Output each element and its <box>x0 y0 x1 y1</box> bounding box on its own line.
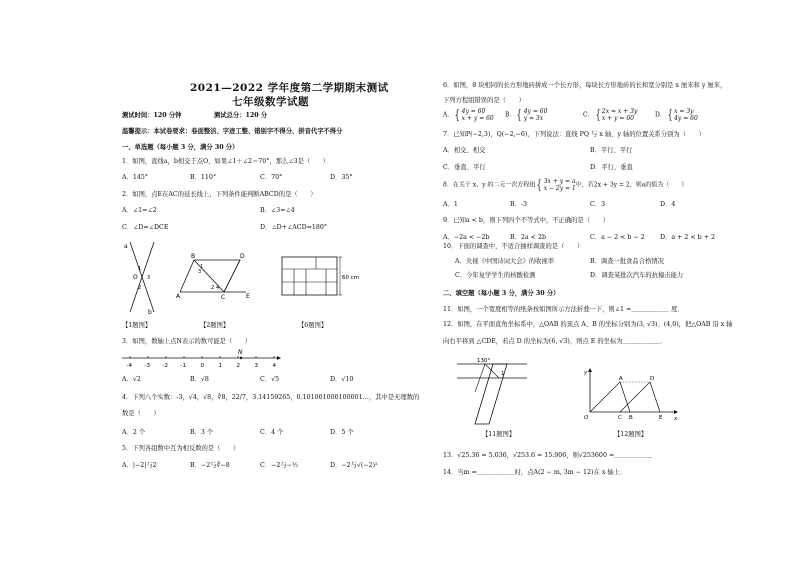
tick-label: 1 <box>218 363 222 369</box>
q8-option-a: A．1 <box>443 201 458 208</box>
q9-option-a: A．−2a < −2b <box>443 234 490 241</box>
q3-stem: 3．如图，数轴上点N表示的数可能是（ ） <box>122 338 252 345</box>
q5-option-a: A．|−2|与2 <box>122 462 157 469</box>
q12-stem: 12．如图，在平面直角坐标系中，△OAB 的顶点 A、B 的坐标分别为(3, √3)、(4,0)，把△OAB 沿 x 轴 <box>443 321 733 328</box>
tick-label: 3 <box>254 363 258 369</box>
q8-stem: 8．在关于 x、y 的二元一次方程组 { 3x + y = a x − 2y = 1中，若2x + 3y = 2，则a的值为（ ） <box>443 177 688 193</box>
q9-option-d: D．a + 2 < b + 2 <box>660 234 715 241</box>
q2-stem: 2．如图，点E在AC的延长线上，下列条件能判断ABCD的是（ ） <box>122 191 317 198</box>
q2-option-d: D．∠D+∠ACD=180° <box>260 224 328 231</box>
q8-option-d: D．4 <box>660 201 676 208</box>
label-y: y <box>584 370 588 376</box>
point-E: E <box>246 293 250 300</box>
q7-option-b: B．平行、平行 <box>590 147 633 154</box>
label-60cm: 60 cm <box>342 275 360 281</box>
point-D: D <box>240 253 245 260</box>
number-line <box>122 348 282 370</box>
q1-option-c: C．70° <box>260 174 283 181</box>
tick-label: -3 <box>144 363 150 369</box>
label-N: N <box>238 349 243 356</box>
label-angle-1: 1 <box>138 266 142 272</box>
q7-option-d: D．平行、垂直 <box>590 164 633 171</box>
q6-option-b: B． { 4y = 60 y = 3x <box>505 107 548 123</box>
label-angle-3: 3 <box>147 275 151 281</box>
q7-stem: 7．已知P(−2,3)，Q(−2,−6)，下列说法：直线 PQ 与 x 轴，y 轴的位置关系分别为（ ） <box>443 131 705 138</box>
test-score: 测试总分：120 分 <box>214 112 268 119</box>
q3-option-c: C．√5 <box>260 376 280 383</box>
q4-option-a: A．2 个 <box>122 429 146 436</box>
q10-option-b: B．调查一批食品合格情况 <box>590 258 664 265</box>
q1-option-b: B．110° <box>190 174 217 181</box>
q5-option-c: C．−2与−½ <box>260 462 299 469</box>
q10-option-c: C．今年复学学生的核酸检测 <box>455 272 536 279</box>
label-angle-2: 2 <box>138 285 142 291</box>
q5-option-b: B．−2与∛−8 <box>190 462 230 469</box>
q3-option-b: B．√8 <box>190 376 209 383</box>
section-1-heading: 一、单选题（每小题 3 分，满分 30 分） <box>122 144 239 151</box>
q9-stem: 9．已知a < b，则下列四个不等式中，不正确的是（ ） <box>443 217 609 224</box>
caption-fig2: 【2题图】 <box>200 322 230 329</box>
point-N <box>240 357 242 359</box>
q5-option-d: D．−2与√(−2)² <box>330 462 378 469</box>
figure-12 <box>584 368 679 420</box>
q6-stem: 6．如图，8 块相同的长方形地砖拼成一个长方形，每块长方形地砖的长和宽分别是 x 厘米和 y 厘米， <box>443 82 727 89</box>
label-O: O <box>133 274 138 281</box>
q3-option-a: A．√2 <box>122 376 141 383</box>
q1-option-a: A．145° <box>122 174 149 181</box>
q10-option-d: D．调查某批次汽车的抗撞击能力 <box>590 272 684 279</box>
q13-stem: 13．√25.36 = 5.036，√253.6 = 15.906，则√253600 =＿＿＿＿＿＿ <box>443 452 653 459</box>
label-B-fig12: B <box>629 415 633 421</box>
q12-stem-2: 向右平移到 △CDE，若点 D 的坐标为(6, √3)，则点 E 的坐标为＿＿＿＿＿＿． <box>443 338 667 345</box>
point-A: A <box>176 293 181 300</box>
test-time: 测试时间：120 分钟 <box>122 112 182 119</box>
tick-label: 0 <box>200 363 204 369</box>
label-E-fig12: E <box>659 415 663 421</box>
caption-fig12: 【12题图】 <box>614 431 648 438</box>
caption-fig1: 【1题图】 <box>122 322 152 329</box>
exam-subtitle: 七年级数学试题 <box>232 96 309 108</box>
exam-title: 2021—2022 学年度第二学期期末测试 <box>190 82 389 94</box>
q7-option-c: C．垂直、平行 <box>443 164 486 171</box>
q4-option-b: B．3 个 <box>190 429 214 436</box>
label-130: 130° <box>477 358 491 364</box>
label-x: x <box>674 416 678 422</box>
q8-option-c: C．3 <box>590 201 606 208</box>
tick-label: -4 <box>126 363 132 369</box>
figure-1 <box>122 240 162 315</box>
angle-3: 3 <box>198 269 202 275</box>
q5-stem: 5．下列各组数中互为相反数的是（ ） <box>122 445 240 452</box>
q2-option-a: A．∠1=∠2 <box>122 207 157 214</box>
q4-stem: 4．下列八个实数：-3，√4，√8，∛8，22/7，3.14159265，0.101001000100001…，其中是无理数的 <box>122 394 420 401</box>
q6-option-c: C． { 2x = x + 3y x + y = 60 <box>583 107 638 123</box>
q6-stem-2: 下列方程组错误的是（ ） <box>443 97 525 104</box>
label-angle-1-fig11: 1 <box>501 371 505 377</box>
point-B: B <box>191 253 196 260</box>
figure-11 <box>455 354 550 426</box>
caption-fig6: 【6题图】 <box>298 322 328 329</box>
section-2-heading: 二、填空题（每小题 3 分，满分 30 分） <box>443 290 560 297</box>
q1-option-d: D．35° <box>330 174 353 181</box>
q3-option-d: D．√10 <box>330 376 354 383</box>
point-C: C <box>221 294 226 301</box>
label-D-fig12: D <box>650 376 655 382</box>
label-b: b <box>148 309 152 316</box>
q14-stem: 14．当m =＿＿＿＿＿＿时，点A(2 − m, 3m − 12)在 x 轴上． <box>443 469 627 476</box>
angle-4: 4 <box>216 285 220 291</box>
tips: 温馨提示：本试卷要求：卷面整洁、字迹工整、错别字不得分、拼音代字不得分 <box>122 128 343 135</box>
q7-option-a: A．相交、相交 <box>443 147 486 154</box>
label-O-fig12: O <box>584 415 589 421</box>
angle-2: 2 <box>211 285 215 291</box>
q10-stem: 10．下面的调查中，不适合抽样调查的是（ ） <box>443 243 584 250</box>
q11-stem: 11．如图，一个宽度相等的纸条按如图所示方法折叠一下，则∠1 =＿＿＿＿＿＿ 度． <box>443 306 684 313</box>
q8-option-b: B．-3 <box>510 201 528 208</box>
q4-option-c: C．4 个 <box>260 429 284 436</box>
q2-option-b: B．∠3=∠4 <box>260 207 295 214</box>
q10-option-a: A．央视《中国诗词大会》的收视率 <box>455 258 555 265</box>
label-C-fig12: C <box>618 415 622 421</box>
q9-option-b: B．2a < 2b <box>510 234 547 241</box>
tick-label: 2 <box>236 363 240 369</box>
label-a: a <box>124 243 128 250</box>
q1-stem: 1．如图，直线a，b相交于点O，如果∠1＋∠2＝70°，那么∠3是（ ） <box>122 158 330 165</box>
q2-option-c: C．∠D=∠DCE <box>122 224 169 231</box>
tick-label: -2 <box>162 363 168 369</box>
angle-1: 1 <box>200 264 204 270</box>
figure-6 <box>280 255 360 297</box>
tick-label: -1 <box>180 363 186 369</box>
q4-option-d: D．5 个 <box>330 429 354 436</box>
q9-option-c: C．a − 2 < b − 2 <box>590 234 645 241</box>
q6-option-a: A． { 4y = 60 x + y = 60 <box>443 107 494 123</box>
q6-option-d: D． { x = 3y 4y = 60 <box>655 107 698 123</box>
tick-label: 4 <box>272 363 276 369</box>
label-A-fig12: A <box>619 376 623 382</box>
figure-2 <box>176 252 256 300</box>
caption-fig11: 【11题图】 <box>482 431 516 438</box>
q4-stem-2: 数是（ ） <box>122 410 160 417</box>
